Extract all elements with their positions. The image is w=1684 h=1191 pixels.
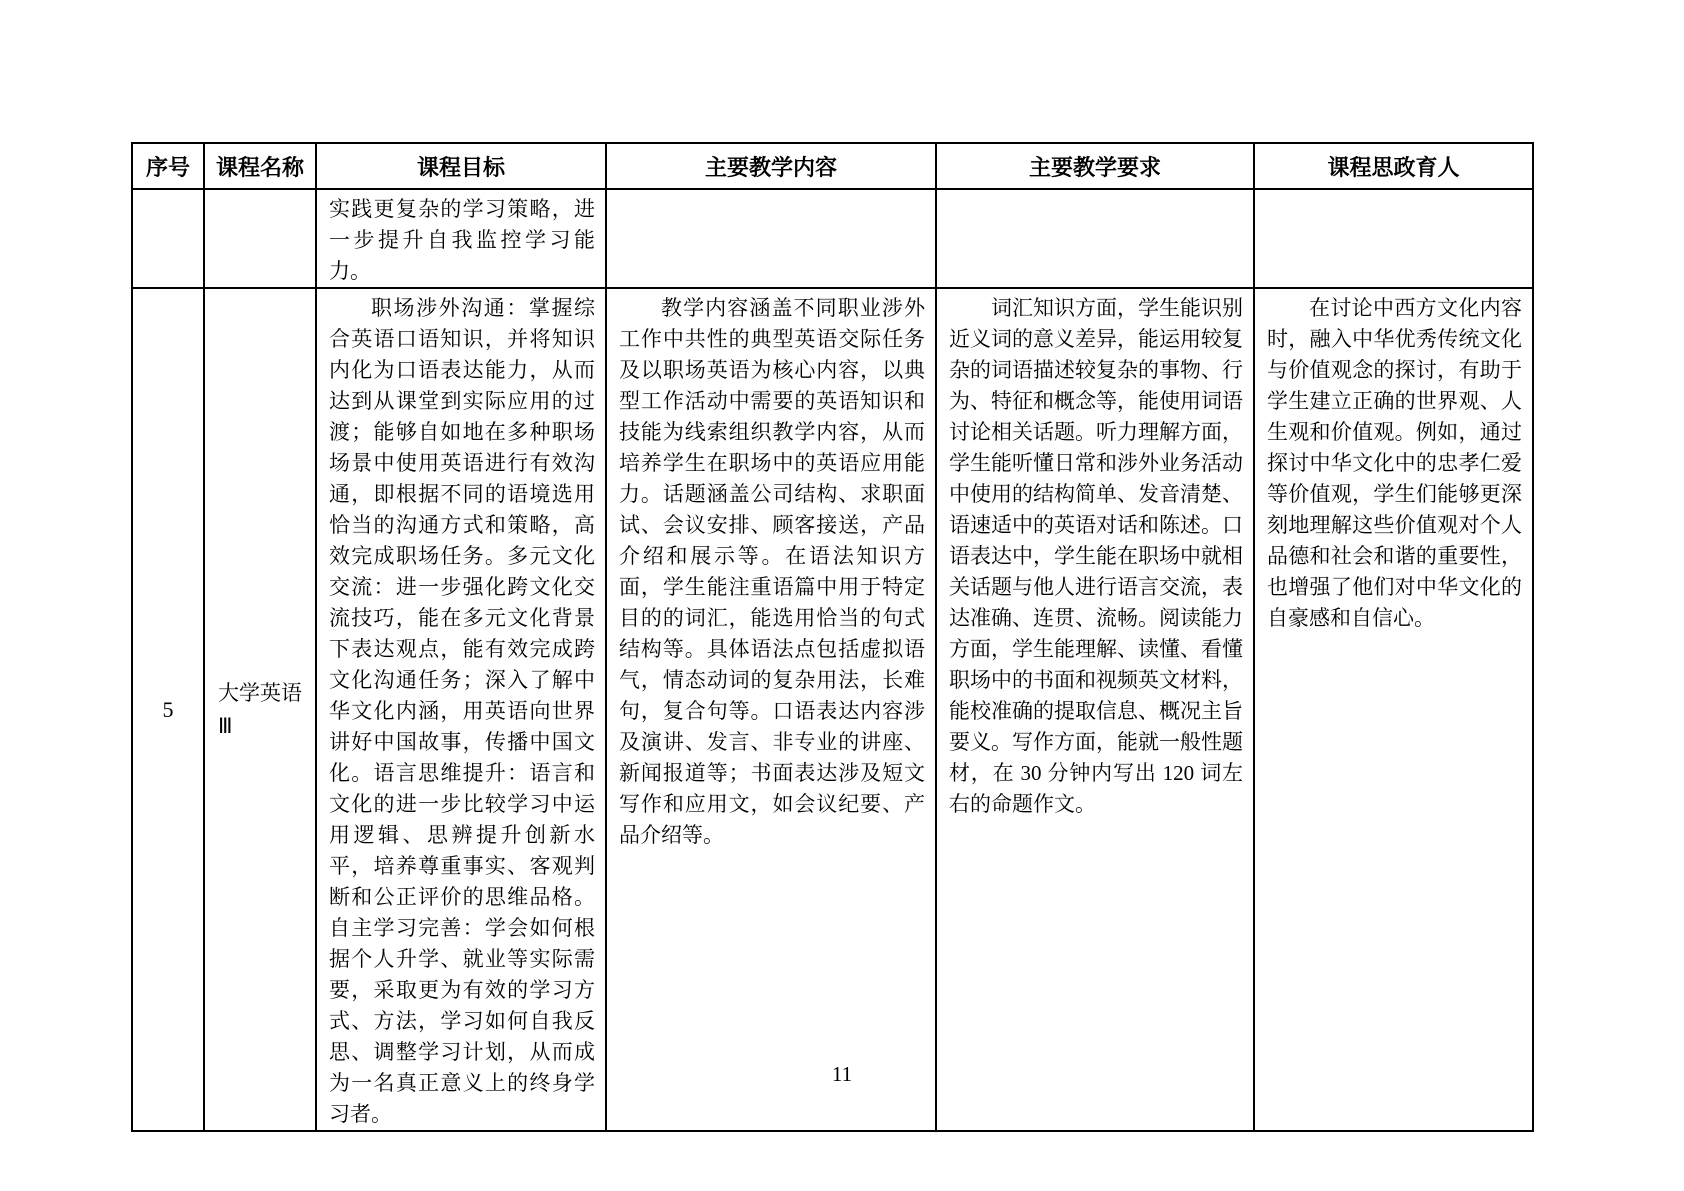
course-objectives-cell: [316, 288, 606, 1131]
header-requirements: 主要教学要求: [936, 143, 1254, 189]
course-index: 5: [132, 288, 204, 1131]
empty-requirements-cell: [936, 189, 1254, 288]
course-requirements-cell: [936, 288, 1254, 1131]
course-objectives-text: 职场涉外沟通：掌握综合英语口语知识，并将知识内化为口语表达能力，从而达到从课堂到实际应用的过渡；能够自如地在多种职场场景中使用英语进行有效沟通，即根据不同的语境选用恰当的沟通方式和策略，高效完成职场任务。多元文化交流：进一步强化跨文化交流技巧，能在多元文化背景下表达观点，能有效完成跨文化沟通任务；深入了解中华文化内涵，用英语向世界讲好中国故事，传播中国文化。语言思维提升：语言和文化的进一步比较学习中运用逻辑、思辨提升创新水平，培养尊重事实、客观判断和公正评价的思维品格。自主学习完善：学会如何根据个人升学、就业等实际需要，采取更为有效的学习方式、方法，学习如何自我反思、调整学习计划，从而成为一名真正意义上的终身学习者。: [329, 296, 595, 1126]
course-content-text: 教学内容涵盖不同职业涉外工作中共性的典型英语交际任务及以职场英语为核心内容，以典型工作活动中需要的英语知识和技能为线索组织教学内容，从而培养学生在职场中的英语应用能力。话题涵盖公司结构、求职面试、会议安排、顾客接送，产品介绍和展示等。在语法知识方面，学生能注重语篇中用于特定目的的词汇，能选用恰当的句式结构等。具体语法点包括虚拟语气，情态动词的复杂用法，长难句，复合句等。口语表达内容涉及演讲、发言、非专业的讲座、新闻报道等；书面表达涉及短文写作和应用文，如会议纪要、产品介绍等。: [619, 296, 925, 847]
empty-course-name-cell: [204, 189, 316, 288]
course-table: [131, 142, 1534, 1132]
header-objectives: 课程目标: [316, 143, 606, 189]
course-name: 大学英语Ⅲ: [204, 288, 316, 1131]
objectives-continuation-cell: [316, 189, 606, 288]
empty-index-cell: [132, 189, 204, 288]
empty-ideology-cell: [1254, 189, 1533, 288]
header-ideology: 课程思政育人: [1254, 143, 1533, 189]
course-row: [132, 288, 1533, 1131]
page-number: 11: [831, 1062, 853, 1086]
table-header-row: [132, 143, 1533, 189]
objectives-continuation-text: 实践更复杂的学习策略，进一步提升自我监控学习能力。: [329, 197, 595, 283]
empty-content-cell: [606, 189, 936, 288]
course-requirements-text: 词汇知识方面，学生能识别近义词的意义差异，能运用较复杂的词语描述较复杂的事物、行为、特征和概念等，能使用词语讨论相关话题。听力理解方面，学生能听懂日常和涉外业务活动中使用的结构简单、发音清楚、语速适中的英语对话和陈述。口语表达中，学生能在职场中就相关话题与他人进行语言交流，表达准确、连贯、流畅。阅读能力方面，学生能理解、读懂、看懂职场中的书面和视频英文材料，能校准确的提取信息、概况主旨要义。写作方面，能就一般性题材，在 30 分钟内写出 120 词左右的命题作文。: [949, 296, 1243, 816]
continuation-row: [132, 189, 1533, 288]
header-index: 序号: [132, 143, 204, 189]
course-ideology-cell: [1254, 288, 1533, 1131]
header-course-name: 课程名称: [204, 143, 316, 189]
header-content: 主要教学内容: [606, 143, 936, 189]
course-ideology-text: 在讨论中西方文化内容时，融入中华优秀传统文化与价值观念的探讨，有助于学生建立正确的世界观、人生观和价值观。例如，通过探讨中华文化中的忠孝仁爱等价值观，学生们能够更深刻地理解这些价值观对个人品德和社会和谐的重要性，也增强了他们对中华文化的自豪感和自信心。: [1267, 296, 1522, 630]
course-content-cell: [606, 288, 936, 1131]
